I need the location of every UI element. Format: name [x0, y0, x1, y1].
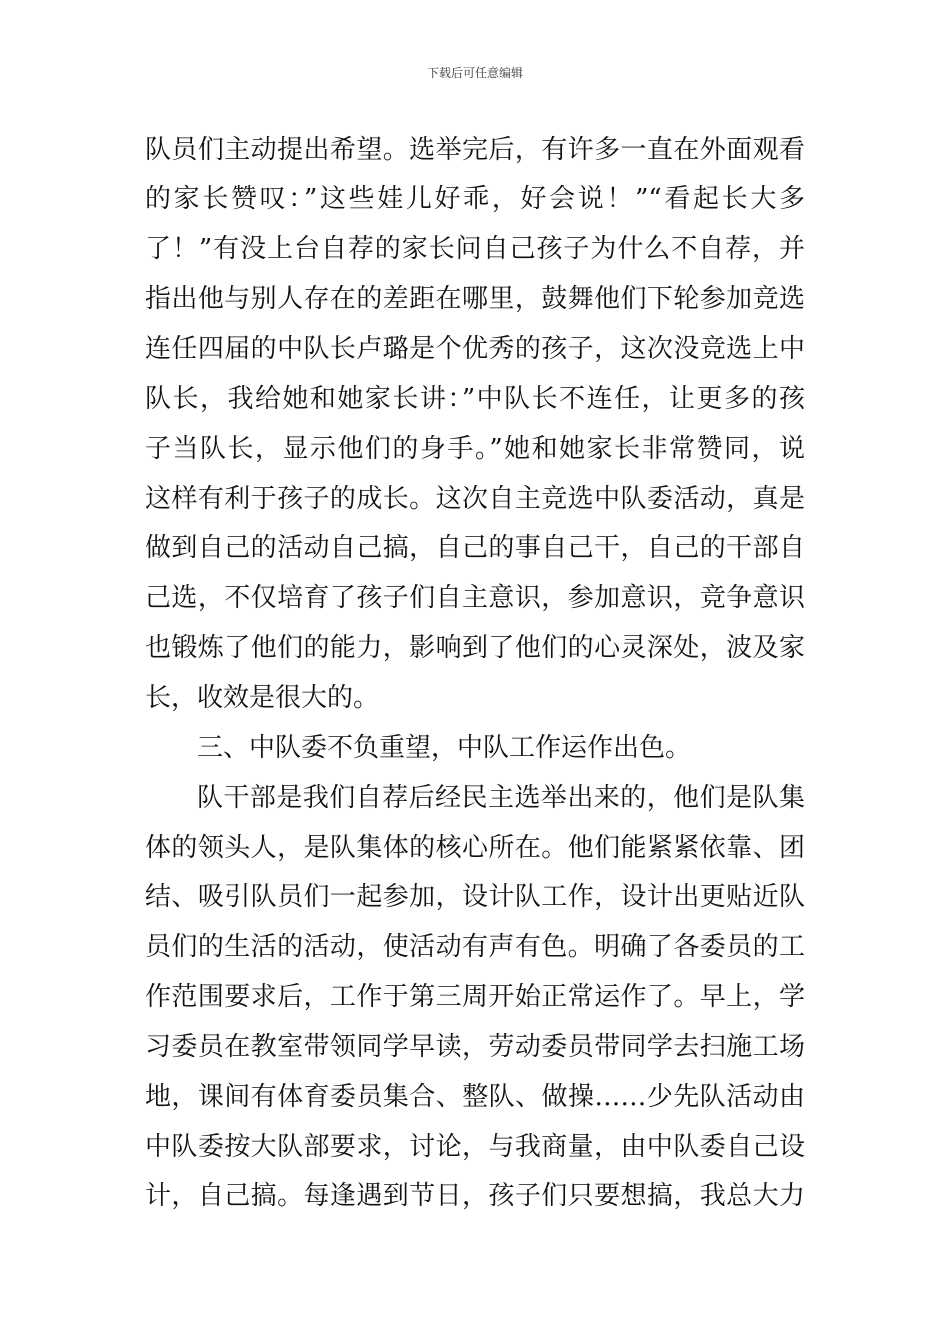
- paragraph-line: 做到自己的活动自己搞，自己的事自己干，自己的干部自: [145, 533, 805, 563]
- paragraph-line: 中队委按大队部要求，讨论，与我商量，由中队委自己设: [145, 1132, 805, 1162]
- paragraph-line: 队员们主动提出希望。选举完后，有许多一直在外面观看: [145, 135, 805, 165]
- paragraph-line: 员们的生活的活动，使活动有声有色。明确了各委员的工: [145, 932, 805, 962]
- section-heading: 三、中队委不负重望，中队工作运作出色。: [197, 733, 692, 763]
- paragraph-line: 习委员在教室带领同学早读，劳动委员带同学去扫施工场: [145, 1032, 805, 1062]
- paragraph-line: 这样有利于孩子的成长。这次自主竞选中队委活动，真是: [145, 484, 805, 514]
- paragraph-line: 长，收效是很大的。: [145, 683, 380, 713]
- paragraph-line: 结、吸引队员们一起参加，设计队工作，设计出更贴近队: [145, 882, 805, 912]
- paragraph-line: 了！”有没上台自荐的家长问自己孩子为什么不自荐，并: [145, 234, 805, 264]
- paragraph-line: 地，课间有体育委员集合、整队、做操……少先队活动由: [145, 1082, 805, 1112]
- paragraph-line: 指出他与别人存在的差距在哪里，鼓舞他们下轮参加竞选: [145, 284, 805, 314]
- paragraph-line: 体的领头人，是队集体的核心所在。他们能紧紧依靠、团: [145, 833, 805, 863]
- paragraph-line: 连任四届的中队长卢璐是个优秀的孩子，这次没竞选上中: [145, 334, 805, 364]
- page-header: 下载后可任意编辑: [426, 66, 523, 80]
- paragraph-line: 计，自己搞。每逢遇到节日，孩子们只要想搞，我总大力: [145, 1181, 805, 1211]
- paragraph-line: 也锻炼了他们的能力，影响到了他们的心灵深处，波及家: [145, 633, 805, 663]
- paragraph-line: 子当队长，显示他们的身手。”她和她家长非常赞同，说: [145, 434, 805, 464]
- paragraph-line: 队长，我给她和她家长讲：”中队长不连任，让更多的孩: [145, 384, 805, 414]
- paragraph-line: 的家长赞叹：”这些娃儿好乖，好会说！”“看起长大多: [145, 184, 805, 214]
- paragraph-line: 作范围要求后，工作于第三周开始正常运作了。早上，学: [145, 982, 805, 1012]
- paragraph-line: 己选，不仅培育了孩子们自主意识，参加意识，竞争意识: [145, 583, 805, 613]
- paragraph-line: 队干部是我们自荐后经民主选举出来的，他们是队集: [197, 783, 805, 813]
